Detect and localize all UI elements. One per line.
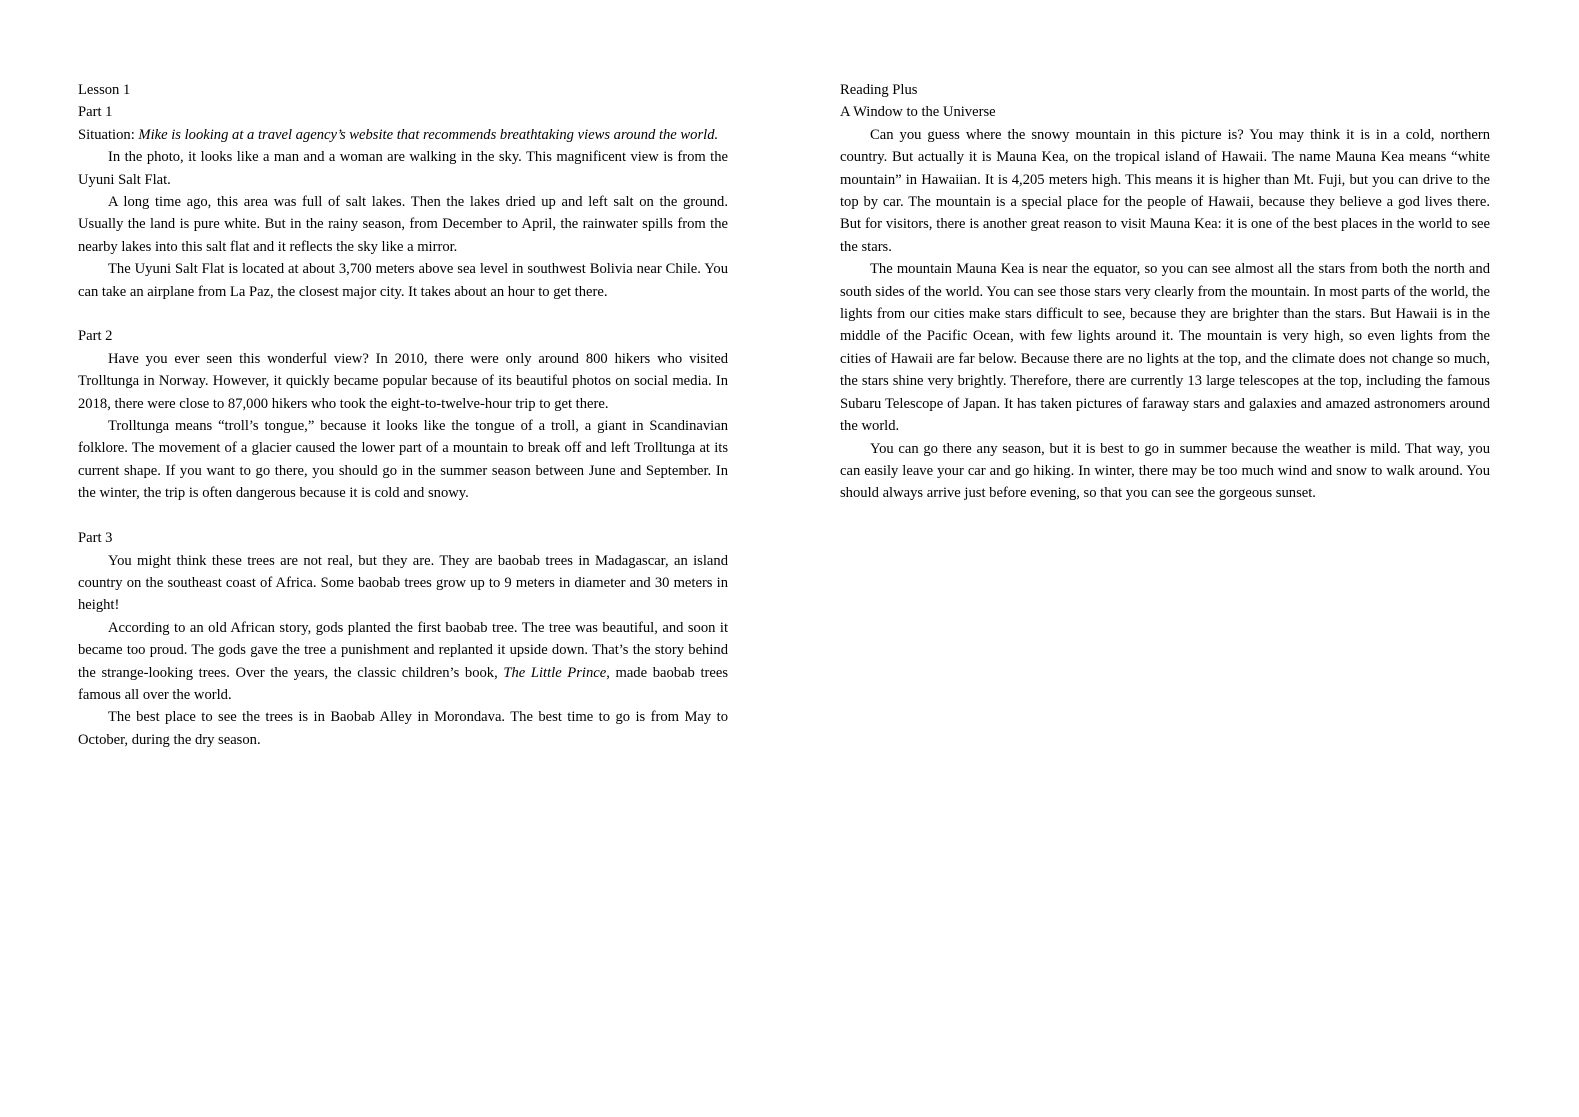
article-paragraph-1: Can you guess where the snowy mountain in this picture is? You may think it is in a cold, northern country. But actually it is Mauna Kea, on the tropical island of Hawaii. The name Mauna Kea means “white mountain” in Hawaiian. It is 4,205 meters high. This means it is higher than Mt. Fuji, but you can drive to the top by car. The mountain is a special place for the people of Hawaii, because they believe a god lives there. But for visitors, there is another great reason to visit Mauna Kea: it is one of the best places in the world to see the stars.: [840, 126, 1490, 255]
lesson-title: Lesson 1: [78, 82, 131, 98]
situation-text: Mike is looking at a travel agency’s website that recommends breathtaking views around the world.: [138, 126, 719, 143]
situation-line: [78, 124, 728, 146]
part3-paragraph-3: The best place to see the trees is in Baobab Alley in Morondava. The best time to go is from May to October, during the dry season.: [78, 709, 728, 748]
left-page: [78, 79, 728, 751]
situation-label: Situation:: [78, 126, 139, 143]
part3-paragraph-2-end: , made baobab trees famous all over the world.: [78, 664, 728, 703]
book-title: The Little Prince: [503, 664, 607, 681]
part3-heading: Part 3: [78, 530, 113, 547]
part3-paragraph-2: [78, 617, 728, 707]
part3-paragraph-1: You might think these trees are not real, but they are. They are baobab trees in Madagascar, an island country on the southeast coast of Africa. Some baobab trees grow up to 9 meters in diameter and 30 meters in height!: [78, 552, 728, 614]
section-spacer: [78, 505, 728, 527]
part1-heading: Part 1: [78, 104, 113, 121]
article-title: A Window to the Universe: [840, 104, 996, 121]
part2-heading: Part 2: [78, 328, 113, 345]
section-spacer: [78, 303, 728, 325]
part1-paragraph-1: In the photo, it looks like a man and a woman are walking in the sky. This magnificent view is from the Uyuni Salt Flat.: [78, 149, 728, 188]
part1-paragraph-3: The Uyuni Salt Flat is located at about 3,700 meters above sea level in southwest Bolivia near Chile. You can take an airplane from La Paz, the closest major city. It takes about an hour to get there.: [78, 261, 728, 300]
right-page: [840, 79, 1490, 505]
part2-paragraph-1: Have you ever seen this wonderful view? In 2010, there were only around 800 hikers who visited Trolltunga in Norway. However, it quickly became popular because of its beautiful photos on social media. In 2018, there were close to 87,000 hikers who took the eight-to-twelve-hour trip to get there.: [78, 350, 728, 412]
part1-paragraph-2: A long time ago, this area was full of salt lakes. Then the lakes dried up and left salt on the ground. Usually the land is pure white. But in the rainy season, from December to April, the rainwater spills from the nearby lakes into this salt flat and it reflects the sky like a mirror.: [78, 194, 728, 255]
part3-paragraph-2-start: According to an old African story, gods planted the first baobab tree. The tree was beautiful, and soon it became too proud. The gods gave the tree a punishment and replanted it upside down. That’s the story behind the strange-looking trees. Over the years, the classic children’s book,: [78, 619, 728, 681]
section-title: Reading Plus: [840, 82, 918, 98]
article-paragraph-3: You can go there any season, but it is best to go in summer because the weather is mild. That way, you can easily leave your car and go hiking. In winter, there may be too much wind and snow to walk around. You should always arrive just before evening, so that you can see the gorgeous sunset.: [840, 440, 1490, 502]
part2-paragraph-2: Trolltunga means “troll’s tongue,” because it looks like the tongue of a troll, a giant in Scandinavian folklore. The movement of a glacier caused the lower part of a mountain to break off and left Trolltunga at its current shape. If you want to go there, you should go in the summer season between June and September. In the winter, the trip is often dangerous because it is cold and snowy.: [78, 418, 728, 502]
article-paragraph-2: The mountain Mauna Kea is near the equator, so you can see almost all the stars from both the north and south sides of the world. You can see those stars very clearly from the mountain. In most parts of the world, the lights from our cities make stars difficult to see, because they are brighter than the stars. But Hawaii is in the middle of the Pacific Ocean, with few lights around it. The mountain is very high, so even lights from the cities of Hawaii are far below. Because there are no lights at the top, and the climate does not change so much, the stars shine very brightly. Therefore, there are currently 13 large telescopes at the top, including the famous Subaru Telescope of Japan. It has taken pictures of faraway stars and galaxies and amazed astronomers around the world.: [840, 261, 1490, 435]
